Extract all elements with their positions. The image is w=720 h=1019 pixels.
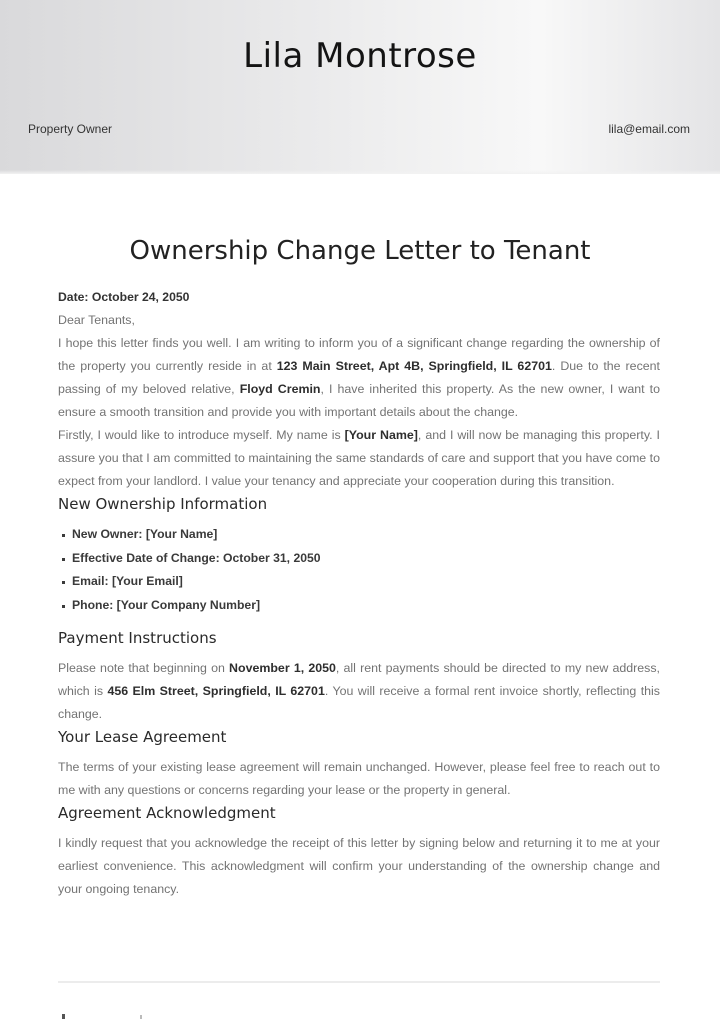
payment-text-2: , all rent payments should be directed to my new address, which is [58, 661, 660, 698]
sender-role: Property Owner [28, 122, 113, 136]
document-title: Ownership Change Letter to Tenant [129, 236, 591, 266]
list-item: Phone: [Your Company Number] [60, 594, 660, 618]
list-item: New Owner: [Your Name] [60, 523, 660, 547]
salutation: Dear Tenants, [58, 313, 135, 327]
introduction-paragraph [58, 424, 660, 493]
acknowledgment-paragraph: I kindly request that you acknowledge the receipt of this letter by signing below and returning it to me at your earliest convenience. This acknowledgment will confirm your understanding of the ownership change and your ongoing tenancy. [58, 836, 660, 896]
intro-text-2: . Due to the recent passing of my beloved relative, [58, 359, 660, 396]
new-address: 456 Elm Street, Springfield, IL 62701 [107, 684, 325, 698]
payment-text-3: . You will receive a formal rent invoice shortly, reflecting this change. [58, 684, 660, 721]
property-address: 123 Main Street, Apt 4B, Springfield, IL 62701 [276, 359, 552, 373]
letter-date: Date: October 24, 2050 [58, 290, 190, 304]
owner-name-placeholder: [Your Name] [344, 428, 418, 442]
signature-divider [58, 981, 660, 983]
sender-name: Lila Montrose [243, 36, 477, 76]
sender-email: lila@email.com [608, 122, 690, 136]
payment-heading: Payment Instructions [58, 629, 217, 647]
signature-area-mark [62, 1014, 65, 1019]
list-item: Effective Date of Change: October 31, 2050 [60, 547, 660, 571]
introduce-text-1: Firstly, I would like to introduce myself. My name is [58, 428, 345, 442]
payment-paragraph [58, 657, 660, 726]
letter-body [58, 286, 660, 901]
lease-paragraph: The terms of your existing lease agreement will remain unchanged. However, please feel free to reach out to me with any questions or concerns regarding your lease or the property in general. [58, 760, 660, 797]
ownership-list [60, 523, 660, 617]
lease-heading: Your Lease Agreement [58, 728, 227, 746]
letterhead [0, 0, 720, 174]
relative-name: Floyd Cremin [239, 382, 321, 396]
intro-paragraph [58, 332, 660, 424]
introduce-text-2: , and I will now be managing this property. I assure you that I am committed to maintaining the same standards of care and support that you have come to expect from your landlord. I value your tenancy and appreciate your cooperation during this transition. [58, 428, 660, 488]
acknowledgment-heading: Agreement Acknowledgment [58, 804, 276, 822]
ownership-heading: New Ownership Information [58, 495, 268, 513]
intro-text-3: , I have inherited this property. As the new owner, I want to ensure a smooth transition and provide you with important details about the change. [58, 382, 661, 419]
payment-text-1: Please note that beginning on [58, 661, 230, 675]
intro-text-1: I hope this letter finds you well. I am writing to inform you of a significant change regarding the ownership of the property you currently reside in at [58, 336, 660, 373]
payment-start-date: November 1, 2050 [229, 661, 336, 675]
list-item: Email: [Your Email] [60, 570, 660, 594]
signature-area-mark [140, 1015, 142, 1019]
